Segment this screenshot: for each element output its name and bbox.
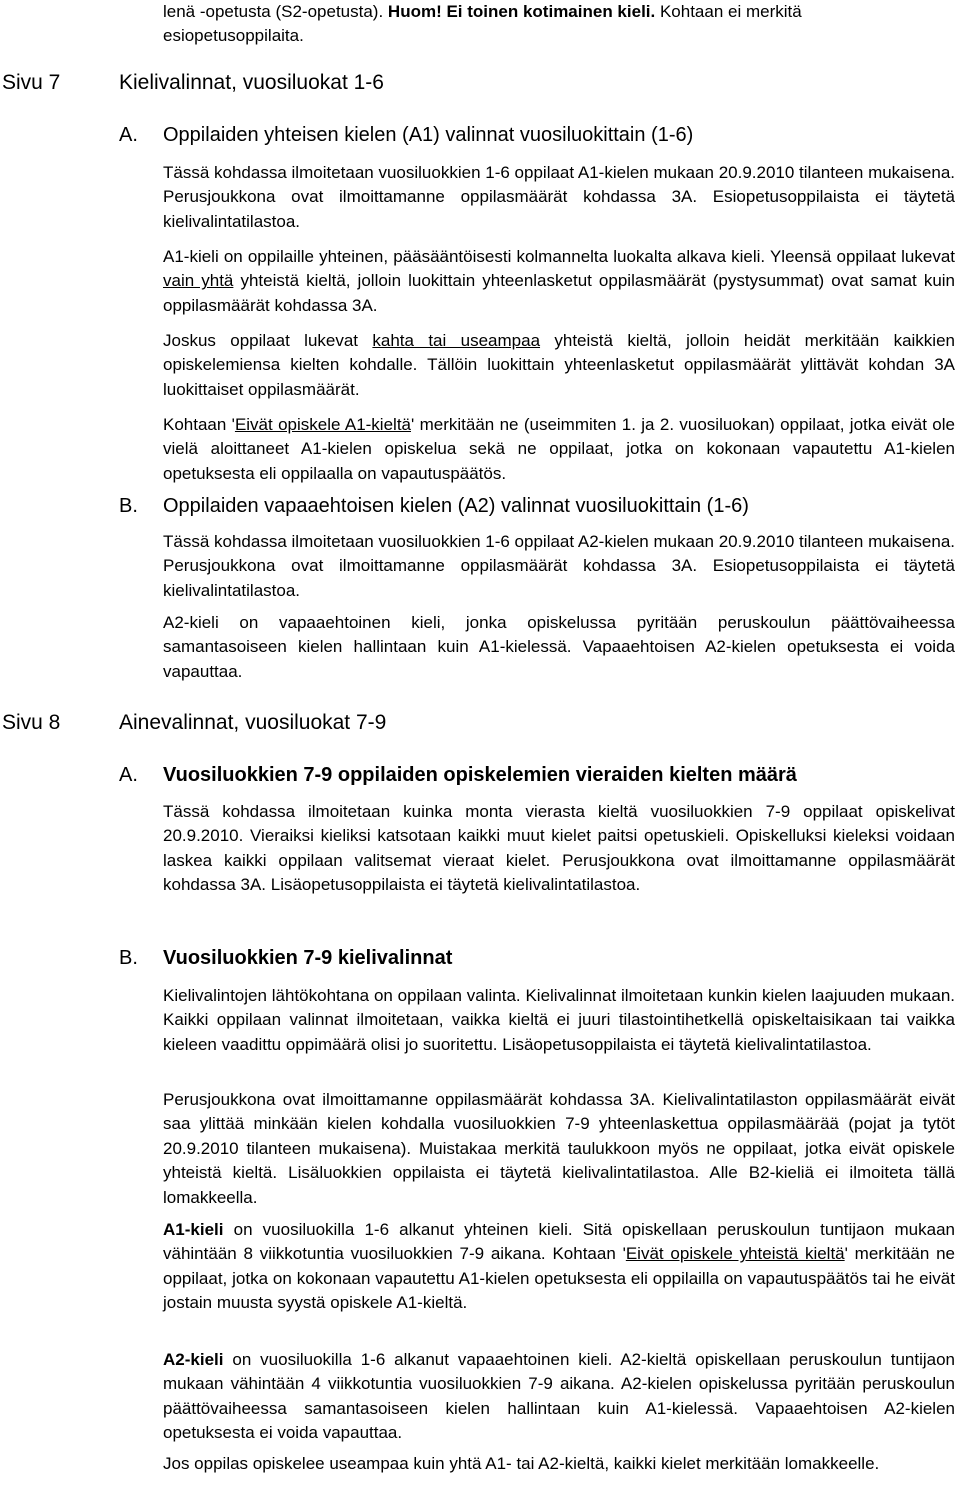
page-label-sivu-8: Sivu 8: [2, 711, 61, 734]
underlined-text: Eivät opiskele A1-kieltä: [234, 415, 411, 434]
paragraph-a2-voluntary: A2-kieli on vapaaehtoinen kieli, jonka opiskelussa pyritään peruskoulun päättövaiheessa samantasoiseen kielen hallintaan kuin A1-kielessä. Vapaaehtoisen A2-kielen opetuksesta ei voida vapauttaa.: [163, 613, 955, 681]
subsection-heading-a2: Oppilaiden vapaaehtoisen kielen (A2) valinnat vuosiluokittain (1-6): [163, 495, 749, 517]
section-title-ainevalinnat: Ainevalinnat, vuosiluokat 7-9: [119, 711, 387, 734]
text: yhteistä kieltä, jolloin luokittain yhteenlasketut oppilasmäärät (pystysummat) ovat samat kuin oppilasmäärät kohdassa 3A.: [163, 271, 955, 315]
text: ' merkitään ne (useimmiten 1. ja 2. vuosiluokan) oppilaat, jotka eivät ole vielä aloittaneet A1-kielen opiskelua sekä ne oppilaat, jotka on kokonaan vapautettu A1-kielen opetuksesta eli oppilaalla on vapautuspäätös.: [163, 415, 955, 483]
section-title-kielivalinnat: Kielivalinnat, vuosiluokat 1-6: [119, 71, 384, 94]
text: on vuosiluokilla 1-6 alkanut vapaaehtoinen kieli. A2-kieltä opiskellaan peruskoulun tuntijaon mukaan vähintään 4 viikkotuntia vuosiluokkien 7-9 aikana. A2-kielen opiskelussa pyritään peruskoulun päättövaiheessa samantasoiseen kielen hallintaan kuin A1-kielessä. Vapaaehtoisen A2-kielen opetuksesta ei voida vapauttaa.: [163, 1350, 955, 1443]
intro-text-a: lenä -opetusta (S2-opetusta).: [163, 2, 388, 21]
subsection-heading-foreign-languages: Vuosiluokkien 7-9 oppilaiden opiskelemien vieraiden kielten määrä: [163, 764, 797, 786]
paragraph-a2-kieli: [163, 1348, 955, 1446]
term-a1-kieli: A1-kieli: [163, 1220, 224, 1239]
paragraph-a1-kieli: [163, 1218, 955, 1316]
section-letter-a: A.: [119, 124, 138, 146]
paragraph-a1-multiple: [163, 329, 955, 402]
underlined-text: vain yhtä: [163, 271, 234, 291]
paragraph-multiple-languages: Jos oppilas opiskelee useampaa kuin yhtä A1- tai A2-kieltä, kaikki kielet merkitään lomakkeelle.: [163, 1454, 880, 1473]
text: ' merkitään ne oppilaat, jotka on kokonaan vapautettu A1-kielen opetuksesta eli oppilailla on vapautuspäätös tai he eivät jostain muusta syystä opiskele A1-kieltä.: [163, 1244, 956, 1313]
intro-text-c: Kohtaan ei merkitä: [655, 2, 802, 21]
paragraph-a2-intro: Tässä kohdassa ilmoitetaan vuosiluokkien 1-6 oppilaat A2-kielen mukaan 20.9.2010 tilanteen mukaisena. Perusjoukkona ovat ilmoittamanne oppilasmäärät kohdassa 3A. Esiopetusoppilaista ei täytetä kielivalintatilastoa.: [163, 532, 955, 600]
intro-paragraph: [163, 0, 955, 49]
paragraph-a1-common: [163, 245, 955, 318]
intro-note: Huom! Ei toinen kotimainen kieli.: [387, 2, 656, 21]
subsection-heading-language-choices: Vuosiluokkien 7-9 kielivalinnat: [163, 947, 453, 969]
text: on vuosiluokilla 1-6 alkanut yhteinen kieli. Sitä opiskellaan peruskoulun tuntijaon mukaan vähintään 8 viikkotuntia vuosiluokkien 7-9 aikana. Kohtaan ': [163, 1220, 955, 1264]
subsection-heading-a1: Oppilaiden yhteisen kielen (A1) valinnat vuosiluokittain (1-6): [163, 124, 694, 146]
term-a2-kieli: A2-kieli: [163, 1350, 224, 1369]
underlined-text: kahta tai useampaa: [372, 331, 541, 350]
paragraph-foreign-languages: Tässä kohdassa ilmoitetaan kuinka monta vierasta kieltä vuosiluokkien 7-9 oppilaat opiskelivat 20.9.2010. Vieraiksi kieliksi katsotaan kaikki muut kielet paitsi opetuskieli. Opiskelluksi kieleksi voidaan laskea kaikki oppilaan valitsemat vieraat kielet. Perusjoukkona ovat ilmoittamanne oppilasmäärät kohdassa 3A. Lisäopetusoppilaista ei täytetä kielivalintatilastoa.: [163, 802, 955, 895]
underlined-text: Eivät opiskele yhteistä kieltä: [625, 1244, 845, 1264]
text: Kohtaan ': [163, 415, 235, 434]
paragraph-population: Perusjoukkona ovat ilmoittamanne oppilasmäärät kohdassa 3A. Kielivalintatilaston oppilasmäärät eivät saa ylittää minkään kielen kohdalla vuosiluokkien 7-9 yhteenlaskettua oppilasmäärää (pojat ja tytöt 20.9.2010 tilanteen mukaisena). Muistakaa merkitä taulukkoon myös ne oppilaat, jotka eivät opiskele yhteistä kieltä. Lisäluokkien oppilaista ei täytetä kielivalintatilastoa. Alle B2-kieliä ei ilmoiteta tällä lomakkeella.: [163, 1090, 955, 1207]
text: A1-kieli on oppilaille yhteinen, pääsääntöisesti kolmannelta luokalta alkava kieli. Yleensä oppilaat lukevat: [163, 247, 955, 266]
intro-text-l2: esiopetusoppilaita.: [163, 26, 304, 46]
section-letter-b: B.: [119, 947, 138, 969]
section-letter-b: B.: [119, 495, 138, 517]
text: Joskus oppilaat lukevat: [163, 331, 373, 350]
paragraph-a1-intro: Tässä kohdassa ilmoitetaan vuosiluokkien 1-6 oppilaat A1-kielen mukaan 20.9.2010 tilanteen mukaisena. Perusjoukkona ovat ilmoittamanne oppilasmäärät kohdassa 3A. Esiopetusoppilaista ei täytetä kielivalintatilastoa.: [163, 163, 955, 231]
paragraph-a1-not-studying: [163, 413, 955, 486]
section-letter-a: A.: [119, 764, 138, 786]
paragraph-choices-basis: Kielivalintojen lähtökohtana on oppilaan valinta. Kielivalinnat ilmoitetaan kunkin kielen laajuuden mukaan. Kaikki oppilaan valinnat ilmoitetaan, vaikka kieltä ei juuri tilastointihetkellä opiskeltaisikaan tai vaikka kieleen vaadittu oppimäärä olisi jo suoritettu. Lisäopetusoppilaista ei täytetä kielivalintatilastoa.: [163, 986, 955, 1054]
text: yhteistä kieltä, jolloin heidät merkitään kaikkien opiskelemiensa kielten kohdalle. Tällöin luokittain yhteenlasketut oppilasmäärät ylittävät kohdan 3A luokittaiset oppilasmäärät.: [163, 331, 955, 399]
page-label-sivu-7: Sivu 7: [2, 71, 61, 94]
